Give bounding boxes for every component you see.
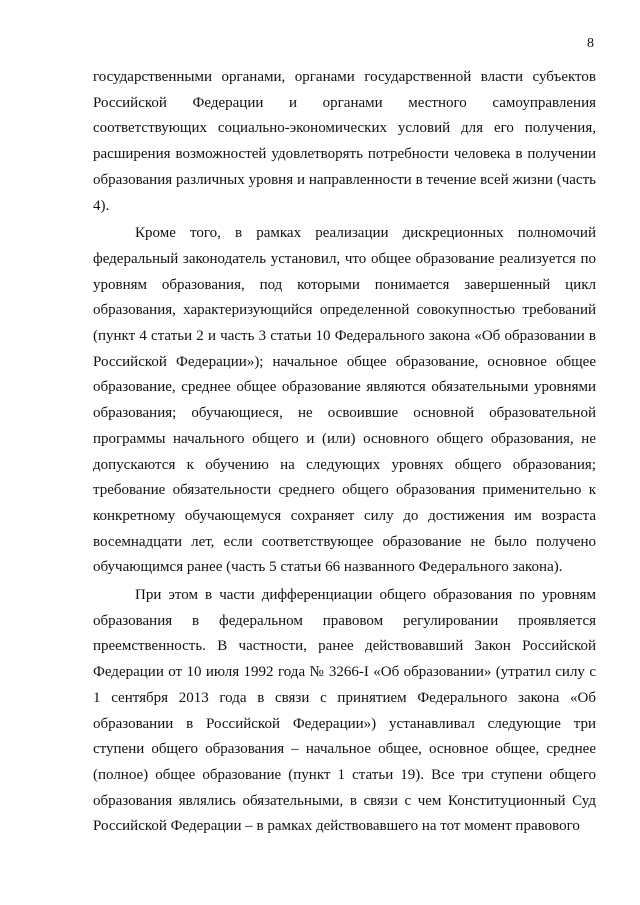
paragraph-3: При этом в части дифференциации общего образования по уровням образования в федеральном правовом регулировании проявляется преемственность. В частности, ранее действовавший Закон Российской Федерации от 10 июля 1992 года № 3266-I «Об образовании» (утратил силу с 1 сентября 2013 года в связи с принятием Федерального закона «Об образовании в Российской Федерации») устанавливал следующие три ступени общего образования – начальное общее, основное общее, среднее (полное) общее образование (пункт 1 статьи 19). Все три ступени общего образования являлись обязательными, в связи с чем Конституционный Суд Российской Федерации – в рамках действовавшего на тот момент правового <box>93 587 596 835</box>
page-number: 8 <box>587 36 594 51</box>
paragraph-1: государственными органами, органами государственной власти субъектов Российской Федерации и органами местного самоуправления соответствующих социально-экономических условий для его получения, расширения возможностей удовлетворять потребности человека в получении образования различных уровня и направленности в течение всей жизни (часть 4). <box>93 69 596 214</box>
paragraph-2: Кроме того, в рамках реализации дискреционных полномочий федеральный законодатель установил, что общее образование реализуется по уровням образования, под которыми понимается завершенный цикл образования, характеризующийся определенной совокупностью требований (пункт 4 статьи 2 и часть 3 статьи 10 Федерального закона «Об образовании в Российской Федерации»); начальное общее образование, основное общее образование, среднее общее образование являются обязательными уровнями образования; обучающиеся, не освоившие основной образовательной программы начального общего и (или) основного общего образования, не допускаются к обучению на следующих уровнях общего образования; требование обязательности среднего общего образования применительно к конкретному обучающемуся сохраняет силу до достижения им возраста восемнадцати лет, если соответствующее образование не было получено обучающимся ранее (часть 5 статьи 66 названного Федерального закона). <box>93 225 596 576</box>
document-body <box>93 65 596 840</box>
